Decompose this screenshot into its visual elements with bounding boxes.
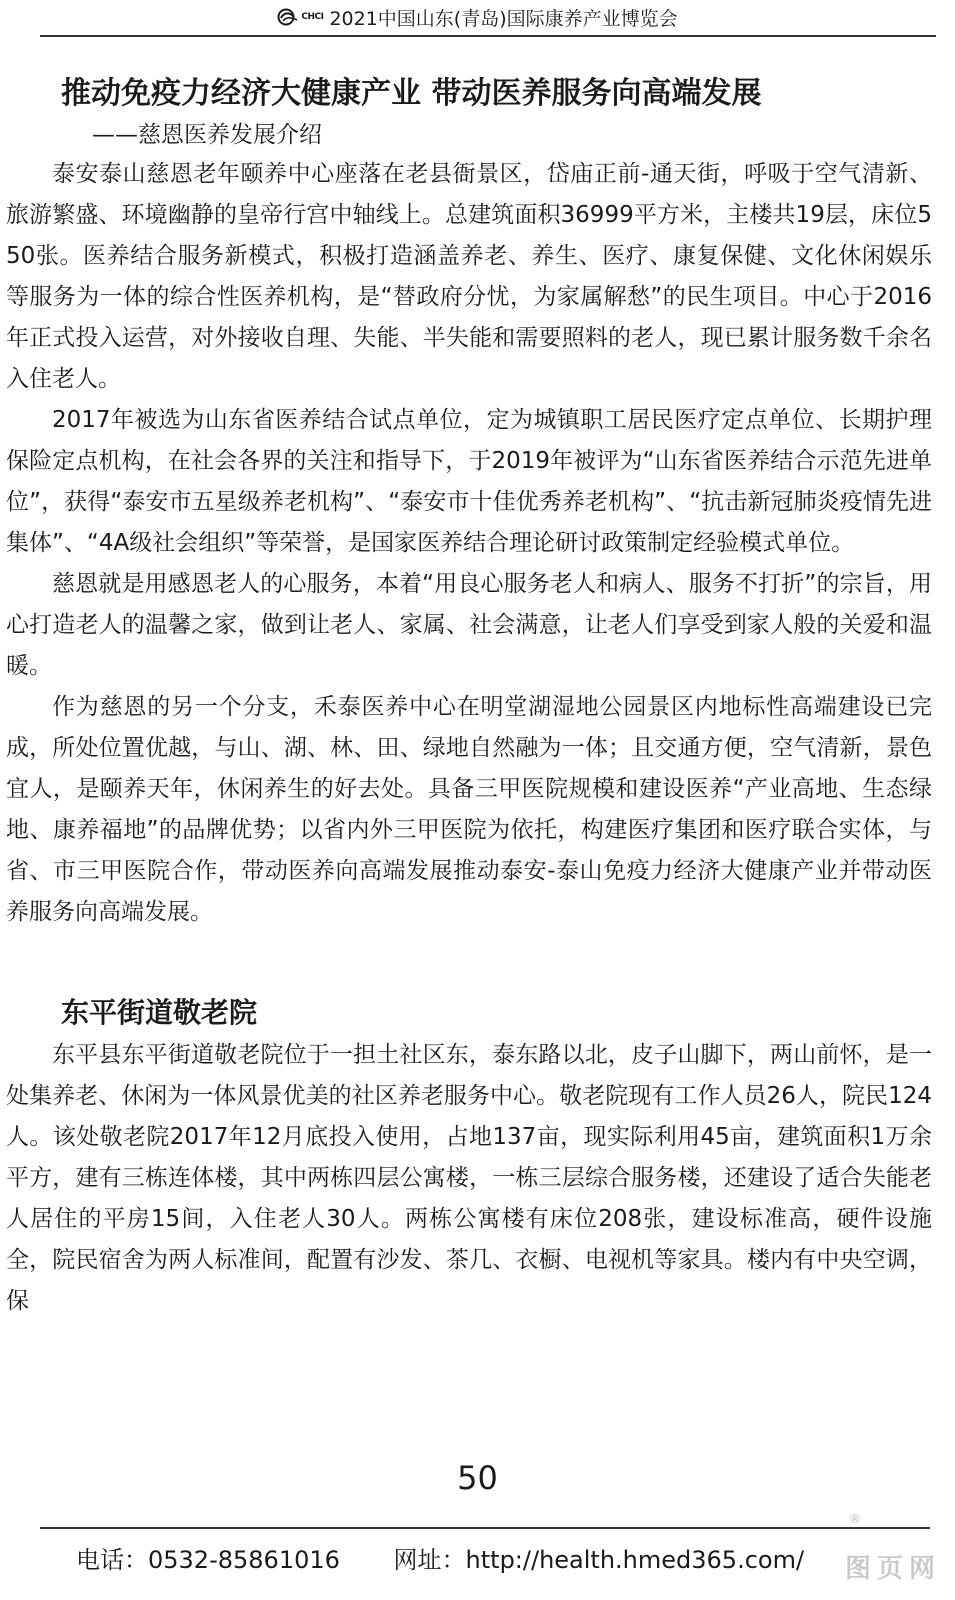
- article-title: 推动免疫力经济大健康产业 带动医养服务向高端发展: [61, 76, 762, 111]
- logo-swirl-icon: [277, 8, 299, 26]
- footer-divider: [40, 1527, 930, 1529]
- article-paragraph: 泰安泰山慈恩老年颐养中心座落在老县衙景区，岱庙正前-通天街，呼吸于空气清新、旅游繁盛、环境幽静的皇帝行宫中轴线上。总建筑面积36999平方米，主楼共19层，床位550张。医养结合服务新模式，积极打造涵盖养老、养生、医疗、康复保健、文化休闲娱乐等服务为一体的综合性医养机构，是“替政府分忧，为家属解愁”的民生项目。中心于2016年正式投入运营，对外接收自理、失能、半失能和需要照料的老人，现已累计服务数千余名入住老人。: [6, 161, 932, 392]
- watermark: 图页网: [844, 1554, 941, 1584]
- logo-text: CHCI: [301, 11, 324, 22]
- article-subtitle: ——慈恩医养发展介绍: [92, 122, 322, 148]
- watermark-registered-mark: ®: [849, 1512, 861, 1526]
- article-paragraph: 慈恩就是用感恩老人的心服务，本着“用良心服务老人和病人、服务不打折”的宗旨，用心打造老人的温馨之家，做到让老人、家属、社会满意，让老人们享受到家人般的关爱和温暖。: [6, 571, 932, 679]
- footer-phone: 电话：0532-85861016: [76, 1546, 340, 1574]
- section-title: 东平街道敬老院: [61, 996, 258, 1029]
- page-number: 50: [457, 1459, 498, 1497]
- article-body: [6, 72, 932, 1322]
- footer-website: 网址：http://health.hmed365.com/: [393, 1546, 805, 1574]
- chci-logo: [277, 8, 323, 26]
- section-paragraph: 东平县东平街道敬老院位于一担土社区东，泰东路以北，皮子山脚下，两山前怀，是一处集养老、休闲为一体风景优美的社区养老服务中心。敬老院现有工作人员26人，院民124人。该处敬老院2017年12月底投入使用，占地137亩，现实际利用45亩，建筑面积1万余平方，建有三栋连体楼，其中两栋四层公寓楼，一栋三层综合服务楼，还建设了适合失能老人居住的平房15间，入住老人30人。两栋公寓楼有床位208张，建设标准高，硬件设施全，院民宿舍为两人标准间，配置有沙发、茶几、衣橱、电视机等家具。楼内有中央空调，保: [6, 1042, 932, 1314]
- page-footer: [76, 1540, 804, 1580]
- article-paragraph: 作为慈恩的另一个分支，禾泰医养中心在明堂湖湿地公园景区内地标性高端建设已完成，所处位置优越，与山、湖、林、田、绿地自然融为一体；且交通方便，空气清新，景色宜人，是颐养天年，休闲养生的好去处。具备三甲医院规模和建设医养“产业高地、生态绿地、康养福地”的品牌优势；以省内外三甲医院为依托，构建医疗集团和医疗联合实体，与省、市三甲医院合作，带动医养向高端发展推动泰安-泰山免疫力经济大健康产业并带动医养服务向高端发展。: [6, 694, 932, 925]
- article-paragraph: 2017年被选为山东省医养结合试点单位，定为城镇职工居民医疗定点单位、长期护理保险定点机构，在社会各界的关注和指导下，于2019年被评为“山东省医养结合示范先进单位”，获得“泰安市五星级养老机构”、“泰安市十佳优秀养老机构”、“抗击新冠肺炎疫情先进集体”、“4A级社会组织”等荣誉，是国家医养结合理论研讨政策制定经验模式单位。: [6, 407, 932, 556]
- header-title: 2021中国山东(青岛)国际康养产业博览会: [329, 7, 678, 30]
- page-header: [0, 0, 955, 34]
- header-divider: [40, 35, 936, 37]
